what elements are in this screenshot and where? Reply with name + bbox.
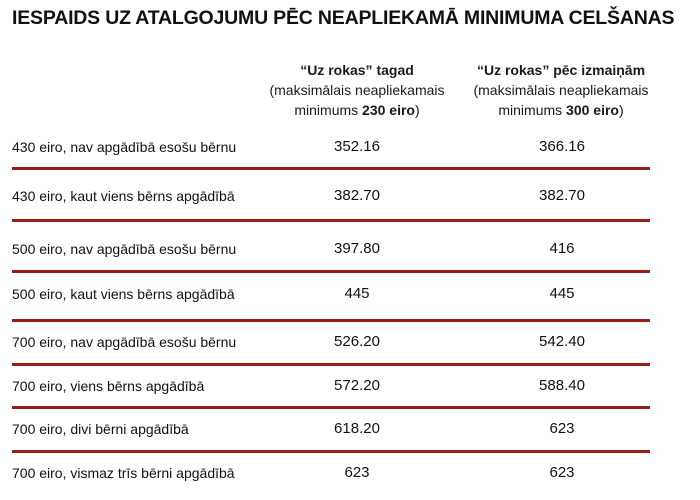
table-row [0,237,700,261]
row-value-after: 623 [549,464,575,481]
column-header-now-line2-suffix: ) [414,102,420,118]
row-value-after: 382.70 [539,187,585,204]
row-value-now: 526.20 [334,333,380,350]
row-value-after: 366.16 [539,138,585,155]
row-label: 700 eiro, vismaz trīs bērni apgādībā [12,465,235,481]
column-header-after-amount: 300 eiro [566,102,619,118]
row-divider [12,406,650,409]
row-value-now: 618.20 [334,420,380,437]
table-row [0,184,700,208]
table-row [0,330,700,354]
table-row [0,374,700,398]
column-header-after-title: “Uz rokas” pēc izmaiņām [476,62,646,78]
row-value-now: 572.20 [334,377,380,394]
row-divider [12,167,650,170]
row-divider [12,319,650,322]
page-title: IESPAIDS UZ ATALGOJUMU PĒC NEAPLIEKAMĀ MINIMUMA CELŠANAS [12,7,675,29]
table-row [0,135,700,159]
column-header-now-title: “Uz rokas” tagad [300,62,414,78]
column-header-after-line1: (maksimālais neapliekamais [473,82,649,98]
row-label: 500 eiro, kaut viens bērns apgādībā [12,286,235,302]
row-divider [12,450,650,453]
column-header-after-line2-suffix: ) [618,102,624,118]
row-value-now: 352.16 [334,138,380,155]
row-label: 500 eiro, nav apgādībā esošu bērnu [12,241,237,257]
row-value-after: 623 [549,420,575,437]
row-label: 700 eiro, nav apgādībā esošu bērnu [12,334,237,350]
table-row [0,417,700,441]
row-value-now: 623 [344,464,370,481]
row-divider [12,363,650,366]
column-header-after-line2-prefix: minimums [498,102,567,118]
column-header-now-amount: 230 eiro [362,102,415,118]
row-label: 700 eiro, viens bērns apgādībā [12,378,205,394]
row-value-after: 588.40 [539,377,585,394]
row-label: 700 eiro, divi bērni apgādībā [12,421,189,437]
row-value-now: 397.80 [334,240,380,257]
row-value-now: 445 [344,285,370,302]
table-row [0,461,700,485]
row-value-now: 382.70 [334,187,380,204]
row-label: 430 eiro, nav apgādībā esošu bērnu [12,139,237,155]
row-divider [12,270,650,273]
row-value-after: 542.40 [539,333,585,350]
row-value-after: 445 [549,285,575,302]
column-header-now-line1: (maksimālais neapliekamais [269,82,445,98]
row-divider [12,219,650,222]
table-row [0,282,700,306]
column-header-now-line2-prefix: minimums [294,102,363,118]
row-value-after: 416 [549,240,575,257]
row-label: 430 eiro, kaut viens bērns apgādībā [12,188,235,204]
